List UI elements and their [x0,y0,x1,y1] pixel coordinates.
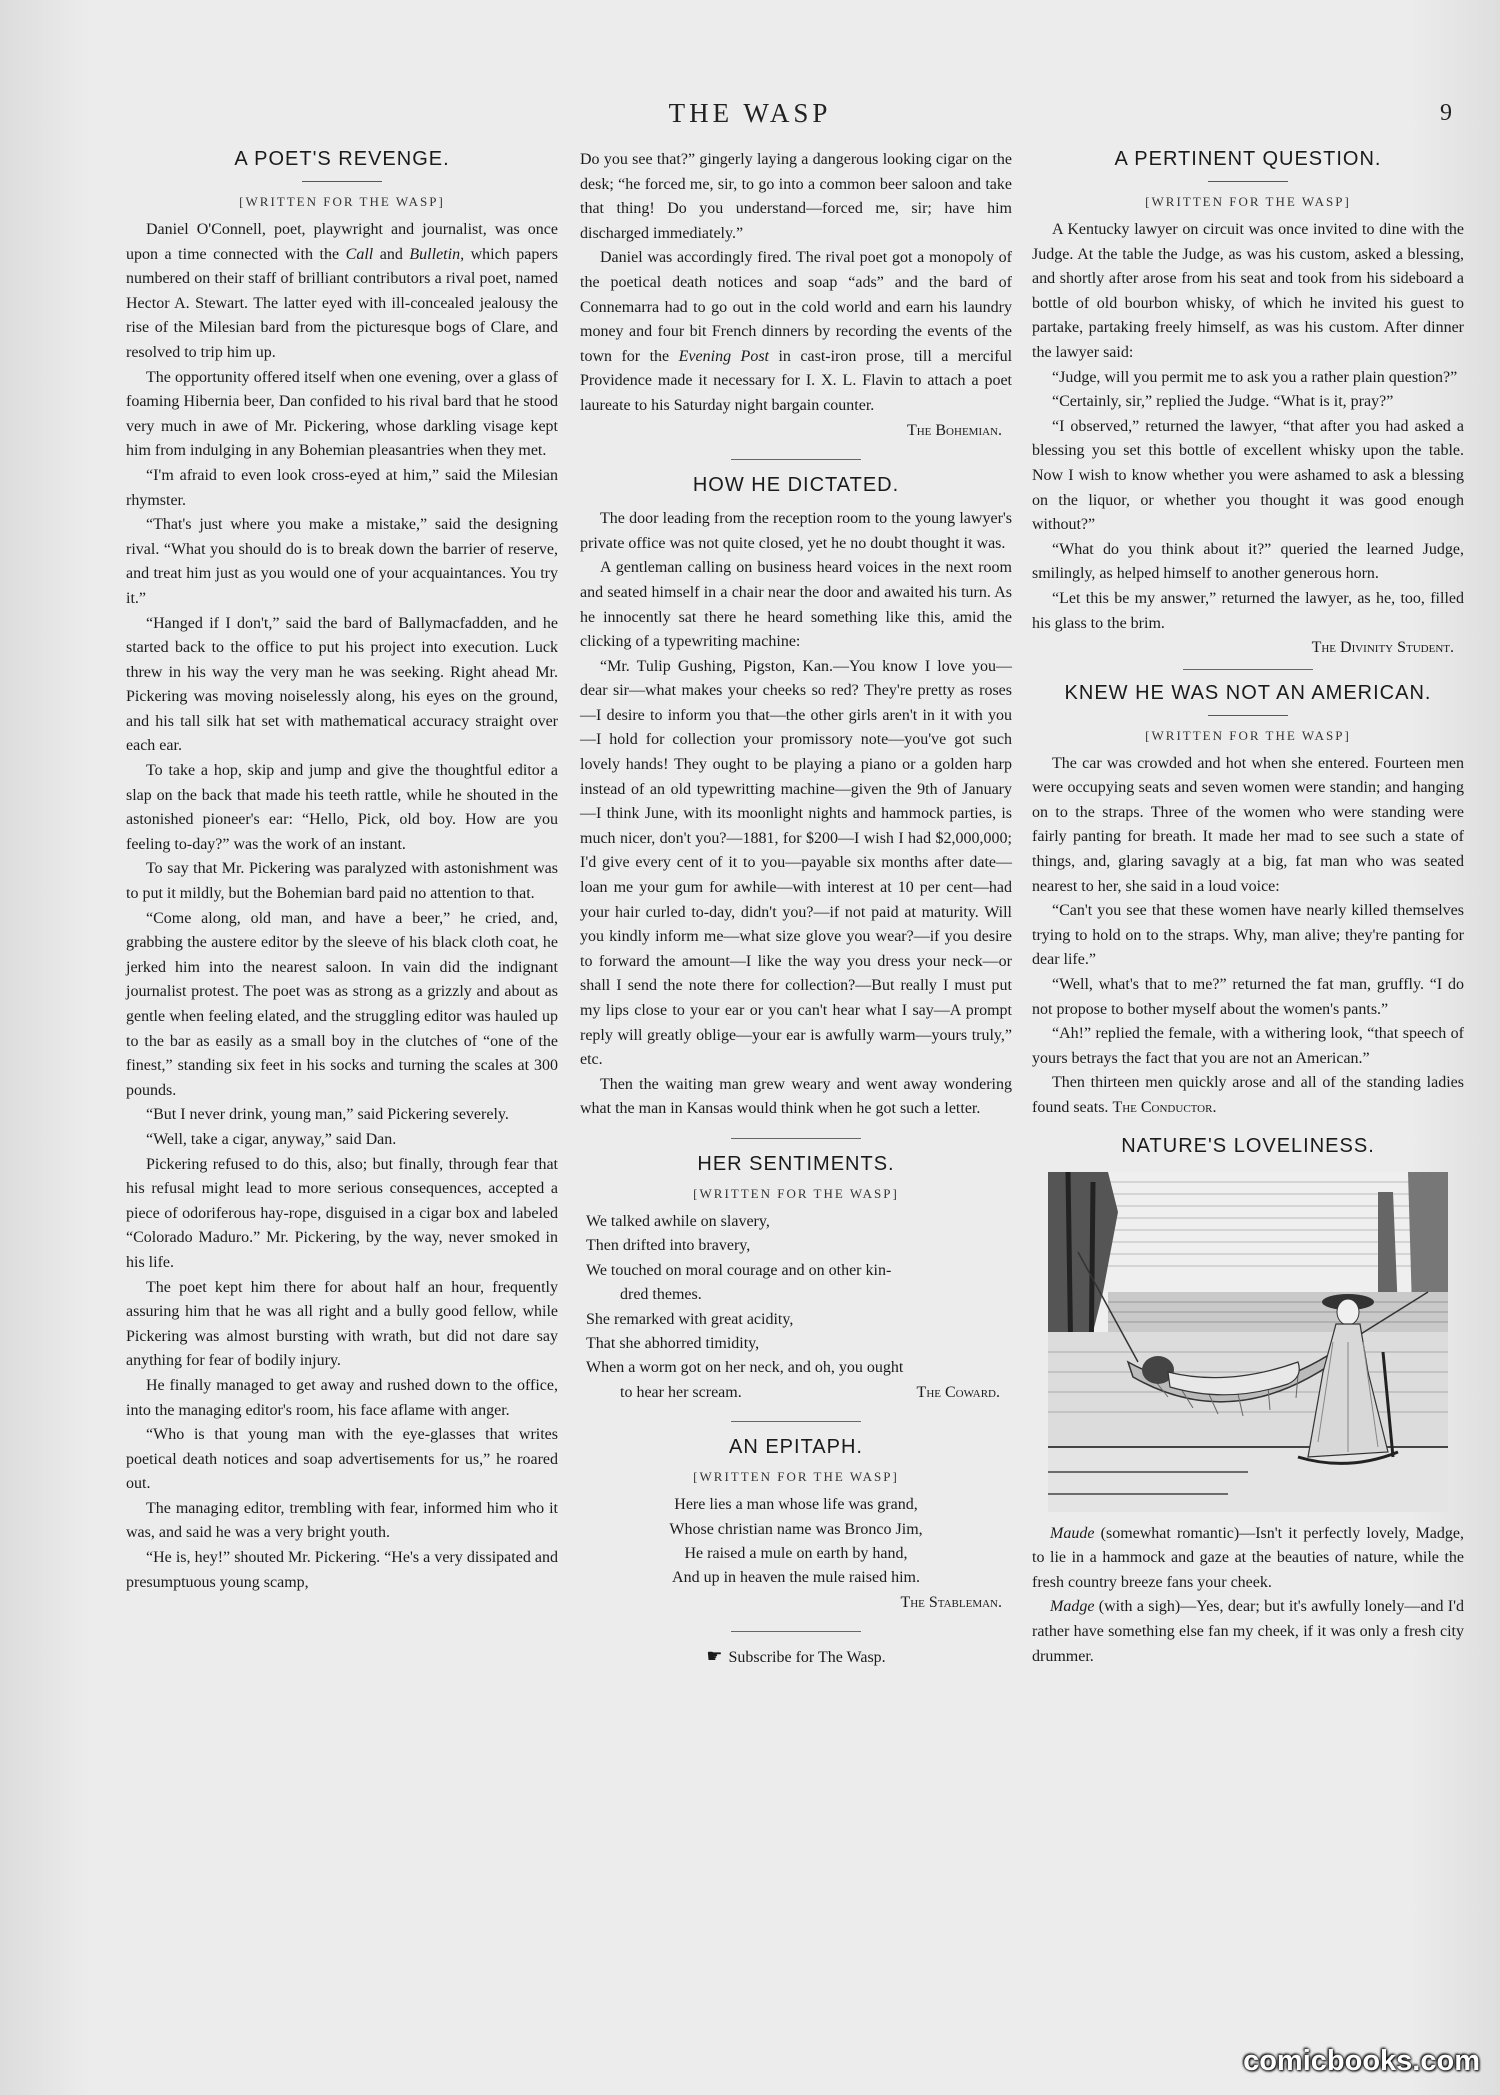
poem-line: When a worm got on her neck, and oh, you ought [586,1359,904,1377]
column-3 [1032,148,1464,1669]
paragraph: A Kentucky lawyer on circuit was once invited to dine with the Judge. At the table the Judge, as was his custom, asked a blessing, and shortly after arose from his seat and took from his sideboard a bottle of old bourbon whisky, of which he invited his guest to partake, partaking freely himself, as was his custom. After dinner the lawyer said: [1032,221,1464,361]
paragraph: The poet kept him there for about half an hour, frequently assuring him that he was all right and a bully good fellow, while Pickering was almost bursting with wrath, but did not dare say anything for fear of bodily injury. [126,1278,558,1370]
caption-madge: Madge (with a sigh)—Yes, dear; but it's awfully lonely—and I'd rather have something else fan my cheek, if it was only a fresh city drummer. [1032,1598,1464,1665]
paragraph: “Certainly, sir,” replied the Judge. “What is it, pray?” [1052,393,1394,411]
knew-he-was-not-title: KNEW HE WAS NOT AN AMERICAN. [1064,681,1432,704]
masthead: THE WASP [668,98,832,128]
paragraph: “Ah!” replied the female, with a withering look, “that speech of yours betrays the fact that you are not an American.” [1032,1025,1464,1067]
her-sentiments-title: HER SENTIMENTS. [697,1152,895,1175]
poets-revenge-title: A POET'S REVENGE. [234,148,450,170]
hammock-illustration [1048,1172,1448,1512]
paragraph: “Well, what's that to me?” returned the fat man, gruffly. “I do not propose to bother myself about the women's pants.” [1032,976,1464,1018]
column-1 [126,148,558,1595]
paper-call: Call [345,245,374,263]
poem-line: Then drifted into bravery, [586,1237,751,1255]
paragraph: Pickering refused to do this, also; but finally, through fear that his refusal might lead to more serious consequences, accepted a piece of odoriferous hay-rope, disguised in a cigar box and labeled “Colorado Maduro.” Mr. Pickering, by the way, never smoked in his life. [126,1155,558,1271]
paragraph: “But I never drink, young man,” said Pickering severely. [146,1106,509,1124]
section-divider [731,1631,861,1632]
poem-line: We talked awhile on slavery, [586,1212,770,1230]
poem-line: That she abhorred timidity, [586,1335,760,1352]
epitaph-poem [580,1493,1012,1591]
written-for-line: [WRITTEN FOR THE WASP] [239,194,445,209]
paragraph: The door leading from the reception room to the young lawyer's private office was not quite closed, yet he no doubt thought it was. [580,510,1012,552]
paragraph: Do you see that?” gingerly laying a dangerous looking cigar on the desk; “he forced me, sir, to go into a common beer saloon and take that thing! Do you understand—forced me, sir; have him discharged immediately.” [580,151,1012,242]
written-for-line: [WRITTEN FOR THE WASP] [1145,194,1351,209]
signature: The Divinity Student. [1311,639,1454,657]
paragraph: He finally managed to get away and rushed down to the office, into the managing editor's room, his face aflame with anger. [126,1376,558,1419]
pertinent-question-title: A PERTINENT QUESTION. [1114,148,1382,170]
signature: The Stableman. [900,1593,1002,1611]
pointing-hand-icon: ☛ [706,1646,723,1668]
column-2 [580,148,1012,1667]
title-rule [1208,181,1288,182]
paragraph: “He is, hey!” shouted Mr. Pickering. “He's a very dissipated and presumptuous young scamp, [126,1549,558,1591]
signature: The Coward. [916,1383,1000,1401]
poem-line: And up in heaven the mule raised him. [672,1569,920,1587]
written-for-line: [WRITTEN FOR THE WASP] [693,1469,899,1485]
paragraph: “Hanged if I don't,” said the bard of Ballymacfadden, and he started back to the office to put his project into execution. Luck threw in his way the very man he was seeking. Right ahead Mr. Pickering was moving noiselessly along, his eyes on the ground, and his tall silk hat set with mathematical accuracy straight over each ear. [126,614,558,755]
written-for-line: [WRITTEN FOR THE WASP] [693,1185,899,1201]
paragraph: “Judge, will you permit me to ask you a rather plain question?” [1052,368,1458,386]
paragraph: “What do you think about it?” queried the learned Judge, smilingly, as helped himself to another generous horn. [1032,540,1464,583]
caption-maude: Maude (somewhat romantic)—Isn't it perfectly lovely, Madge, to lie in a hammock and gaze at the beauties of nature, while the fresh country breeze fans your cheek. [1032,1524,1465,1591]
paper-evening-post: Evening Post [678,347,769,365]
paragraph: The managing editor, trembling with fear, informed him who it was, and said he was a very bright youth. [126,1499,558,1542]
paper-bulletin: Bulletin, [409,245,465,263]
watermark: comicbooks.com [1243,2045,1480,2077]
poem-line: We touched on moral courage and on other kin- [586,1261,892,1279]
paragraph: Daniel was accordingly fired. The rival poet got a monopoly of the poetical death notices and soap “ads” and the bard of Connemarra had to go out in the cold world and earn his laundry money and four bit French dinners by recording the events of the town for the Evening Post in cast-iron prose, till a merciful Providence made it necessary for I. X. L. Flavin to attach a poet laureate to his Saturday night bargain counter. [580,249,1013,414]
signature: The Bohemian. [906,421,1002,439]
section-divider [731,1421,861,1422]
paragraph: Then the waiting man grew weary and went away wondering what the man in Kansas would think when he got such a letter. [580,1075,1012,1118]
how-he-dictated-title: HOW HE DICTATED. [692,474,900,497]
paragraph: To take a hop, skip and jump and give the thoughtful editor a slap on the back that made his teeth rattle, while he shouted in the astonished pioneer's ear: “Hello, Pick, old boy. How are you feeling to-day?” was the work of an instant. [126,762,558,853]
section-divider [731,459,861,460]
paragraph: “Can't you see that these women have nearly killed themselves trying to hold on to the straps. Why, man alive; they're panting for dear life.” [1032,902,1464,969]
paragraph: Daniel O'Connell, poet, playwright and journalist, was once upon a time connected with the Call and Bulletin, which papers numbered on their staff of brilliant contributors a rival poet, named Hector A. Stewart. The latter eyed with ill-concealed jealousy the rise of the Milesian bard from the picturesque bogs of Clare, and resolved to trip him up. [126,221,559,361]
subscribe-notice: ☛ Subscribe for The Wasp. [706,1646,886,1668]
her-sentiments-poem [586,1210,1012,1405]
paragraph: “Who is that young man with the eye-glasses that writes poetical death notices and soap advertisements for us,” he roared out. [126,1426,558,1493]
paragraph: To say that Mr. Pickering was paralyzed with astonishment was to put it mildly, but the Bohemian bard paid no attention to that. [126,860,558,903]
poem-line: She remarked with great acidity, [586,1310,794,1328]
illustration-caption [1032,1522,1464,1670]
title-rule [1208,715,1288,716]
paragraph: Then thirteen men quickly arose and all of the standing ladies found seats. The Conductor. [1032,1074,1464,1116]
written-for-line: [WRITTEN FOR THE WASP] [1145,727,1351,743]
paragraph: The opportunity offered itself when one evening, over a glass of foaming Hibernia beer, Dan confided to his rival bard that he stood very much in awe of Mr. Pickering, whose darkling visage kept him from indulging in any Bohemian pleasantries when they met. [126,368,558,460]
natures-loveliness-title: NATURE'S LOVELINESS. [1121,1134,1375,1157]
poem-line: He raised a mule on earth by hand, [684,1545,908,1563]
title-rule [302,181,382,182]
paragraph: “I'm afraid to even look cross-eyed at him,” said the Milesian rhymster. [126,466,558,509]
poem-line: Here lies a man whose life was grand, [674,1496,918,1514]
paragraph: “Let this be my answer,” returned the lawyer, as he, too, filled his glass to the brim. [1032,589,1464,632]
section-divider [1183,669,1313,670]
section-divider [731,1138,861,1139]
paragraph: “That's just where you make a mistake,” said the designing rival. “What you should do is to break down the barrier of reserve, and treat him just as you would one of your acquaintances. You try it.” [126,516,558,607]
poem-line: Whose christian name was Bronco Jim, [669,1520,923,1538]
epitaph-title: AN EPITAPH. [729,1436,863,1459]
paragraph: A gentleman calling on business heard voices in the next room and seated himself in a chair near the door and awaited his turn. As he innocently sat there he heard something like this, amid the clicking of a typewriting machine: [580,559,1012,651]
paragraph: The car was crowded and hot when she entered. Fourteen men were occupying seats and seven women were standin; and hanging on to the straps. Three of the women who were standing were fairly panting for breath. It made her mad to see such a state of things, and, glaring savagly at a big, fat man who was seated nearest to her, she said in a loud voice: [1032,754,1464,895]
paragraph: “Mr. Tulip Gushing, Pigston, Kan.—You know I love you—dear sir—what makes your cheeks so red? They're pretty as roses—I desire to inform you that—the other girls aren't in it with you—I hold for collection your promissory note—you've got such lovely hands! They ought to be playing a piano or a golden harp instead of an old typewritting machine—given the 9th of January—I think June, with its moonlight nights and hammock parties, is much nicer, don't you?—1881, for $200—I wish I had $2,000,000; I'd give every cent of it to you—payable six months after date—loan me your gum for awhile—with interest at 10 per cent—had your hair curled to-day, didn't you?—if not paid at maturity. Will you kindly inform me—what size glove you wear?—if you desire to forward the amount—I like the way you dress your neck—or shall I send the note there for collection?—But really I must put my lips close to your ear or you can't hear what I say—A prompt reply will greatly oblige—your ear is awfully warm—yours truly,” etc. [580,657,1012,1069]
paragraph: “Come along, old man, and have a beer,” he cried, and, grabbing the austere editor by the sleeve of his black cloth coat, he jerked him into the nearest saloon. In vain did the indignant journalist protest. The poet was as strong as a grizzly and about as gentle when feeling elated, and the struggling editor was hauled up to the bar as easily as a small boy in the clutches of “one of the finest,” standing six feet in his socks and turning the scales at 300 pounds. [126,909,558,1099]
poem-line: to hear her scream. The Coward. [586,1381,1012,1405]
poem-line: dred themes. [620,1286,702,1304]
signature: The Conductor. [1112,1099,1217,1116]
page-number: 9 [1440,100,1452,126]
paragraph: “Well, take a cigar, anyway,” said Dan. [146,1130,397,1148]
paragraph: “I observed,” returned the lawyer, “that after you had asked a blessing you set this bottle of excellent whisky upon the table. Now I wish to know whether you were ashamed to ask a blessing on the liquor, or whether you thought it was good enough without?” [1032,417,1464,534]
